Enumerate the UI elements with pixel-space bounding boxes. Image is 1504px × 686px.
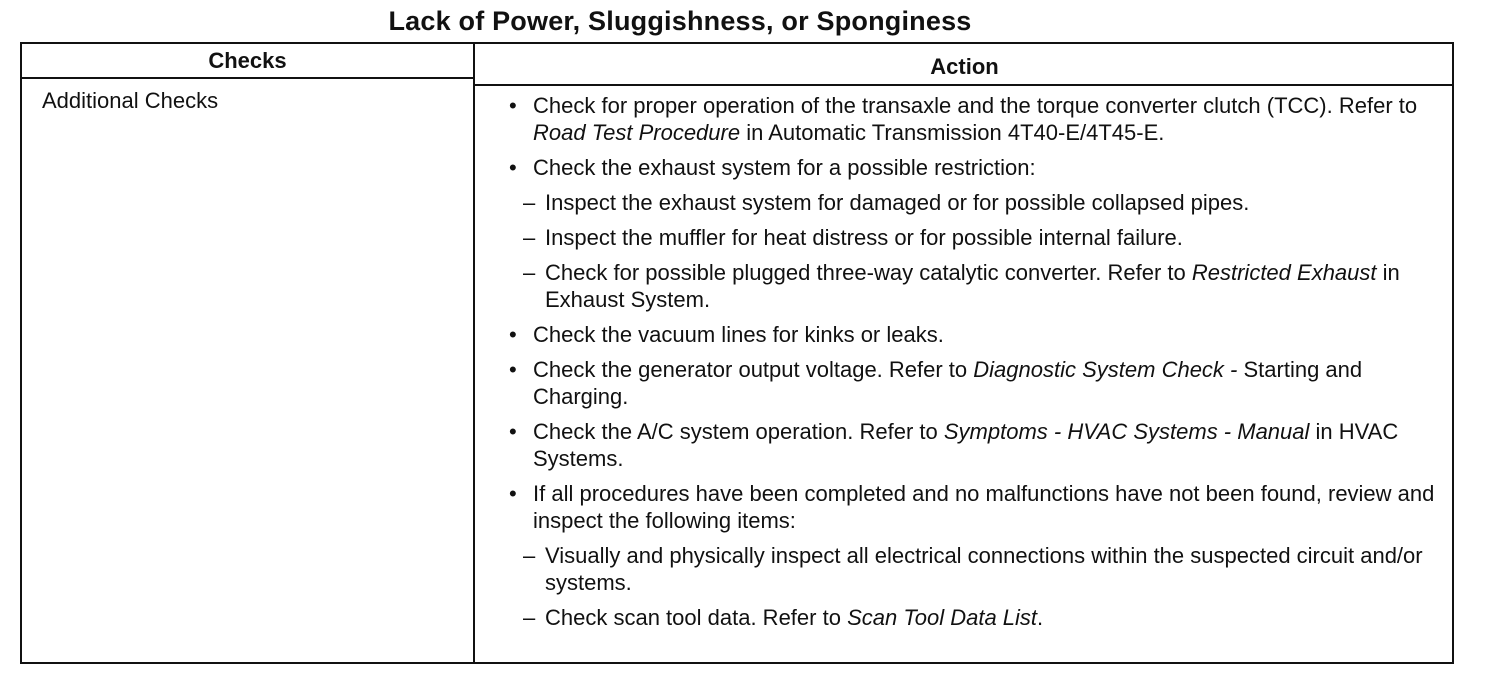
action-subitem-scan-tool — [505, 604, 1445, 631]
action-text: Check the exhaust system for a possible restriction: — [533, 155, 1036, 180]
action-text: . — [1037, 605, 1044, 630]
dash-marker: – — [523, 605, 536, 630]
action-text: in Exhaust System. — [545, 260, 1400, 312]
action-text: Check the generator output voltage. Refer to — [533, 357, 974, 382]
action-subitem-electrical-connections — [505, 542, 1445, 596]
column-divider — [473, 44, 475, 664]
action-subitem-catalytic-converter — [505, 259, 1445, 313]
action-text: Inspect the muffler for heat distress or for possible internal failure. — [545, 225, 1183, 250]
document-title: Lack of Power, Sluggishness, or Sponginess — [388, 6, 972, 36]
action-item-transaxle — [505, 92, 1445, 146]
bullet-marker: • — [509, 93, 517, 118]
reference-link[interactable]: Road Test Procedure — [533, 120, 741, 145]
action-item-review — [505, 480, 1445, 534]
action-text: Check the A/C system operation. Refer to — [533, 419, 944, 444]
action-list — [505, 92, 1445, 639]
bullet-marker: • — [509, 322, 517, 347]
action-text: Check for proper operation of the transaxle and the torque converter clutch (TCC). Refer to — [533, 93, 1418, 118]
reference-link[interactable]: Diagnostic System Check - — [973, 357, 1238, 382]
action-text: If all procedures have been completed and no malfunctions have not been found, review and inspect the following items: — [533, 481, 1435, 533]
action-text: in Automatic Transmission 4T40-E/4T45-E. — [740, 120, 1165, 145]
reference-link[interactable]: Restricted Exhaust — [1191, 260, 1377, 285]
action-text: Check scan tool data. Refer to — [545, 605, 848, 630]
action-item-generator — [505, 356, 1445, 410]
bullet-marker: • — [509, 481, 517, 506]
diagnostic-table — [20, 42, 1454, 664]
action-column-header: Action — [930, 54, 999, 79]
action-text: Inspect the exhaust system for damaged or for possible collapsed pipes. — [545, 190, 1250, 215]
dash-marker: – — [523, 260, 536, 285]
action-text: Check the vacuum lines for kinks or leaks. — [533, 322, 944, 347]
bullet-marker: • — [509, 357, 517, 382]
action-text: in HVAC Systems. — [533, 419, 1399, 471]
bullet-marker: • — [509, 155, 517, 180]
action-item-exhaust — [505, 154, 1445, 181]
checks-header-rule — [22, 77, 473, 79]
checks-column-header: Checks — [208, 48, 287, 73]
action-subitem-muffler — [505, 224, 1445, 251]
dash-marker: – — [523, 225, 536, 250]
action-item-vacuum-lines — [505, 321, 1445, 348]
action-subitem-exhaust-pipes — [505, 189, 1445, 216]
dash-marker: – — [523, 190, 536, 215]
bullet-marker: • — [509, 419, 517, 444]
reference-link[interactable]: Scan Tool Data List — [847, 605, 1038, 630]
dash-marker: – — [523, 543, 536, 568]
reference-link[interactable]: Symptoms - HVAC Systems - Manual — [943, 419, 1310, 444]
action-text: Check for possible plugged three-way catalytic converter. Refer to — [545, 260, 1192, 285]
check-item-additional-checks: Additional Checks — [42, 88, 219, 113]
action-text: Starting and Charging. — [533, 357, 1363, 409]
action-text: Visually and physically inspect all electrical connections within the suspected circuit and/or systems. — [545, 543, 1423, 595]
action-item-ac-system — [505, 418, 1445, 472]
action-header-rule — [475, 84, 1454, 86]
